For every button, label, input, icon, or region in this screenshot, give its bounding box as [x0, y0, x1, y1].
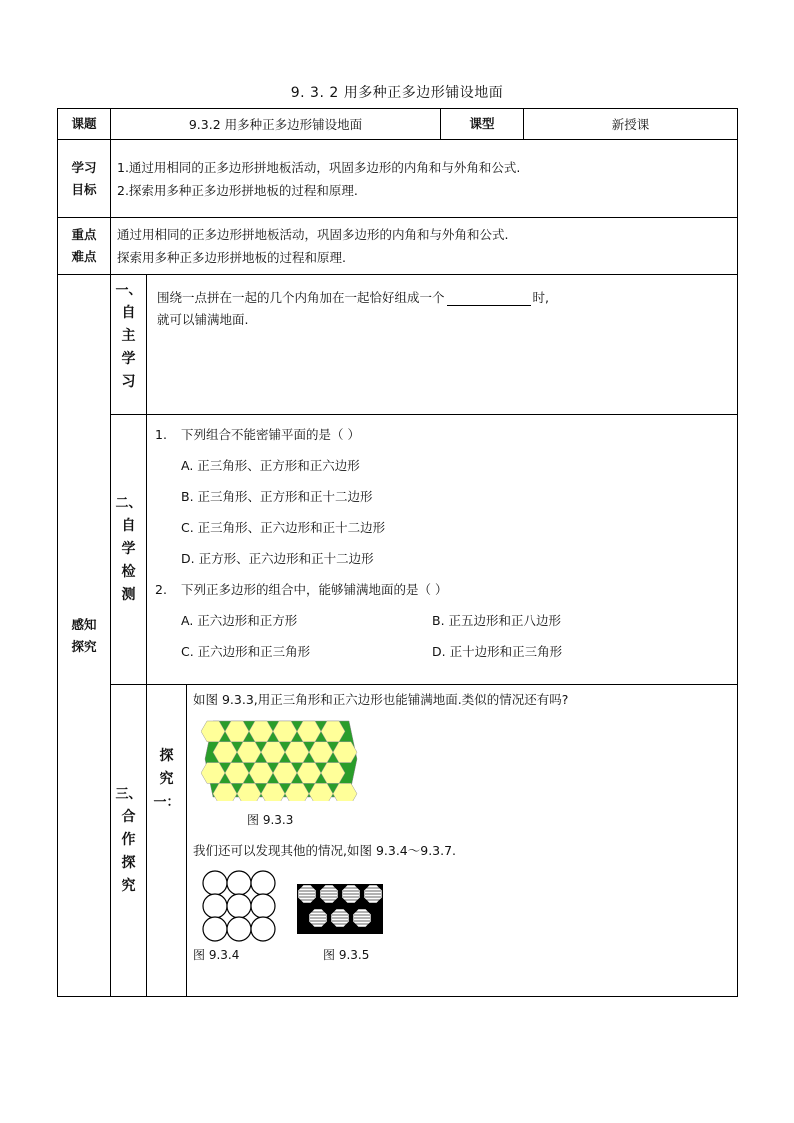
key-points-label: 重点 难点 — [58, 218, 111, 275]
q1-option-a: A. 正三角形、正方形和正六边形 — [181, 458, 360, 473]
circle-tile — [251, 871, 275, 895]
circle-tile — [203, 917, 227, 941]
section1-content: 围绕一点拼在一起的几个内角加在一起恰好组成一个 时, 就可以铺满地面. — [147, 275, 738, 415]
lesson-plan-table — [57, 108, 738, 997]
circle-tiling-figure — [201, 870, 281, 944]
type-label: 课型 — [441, 109, 524, 140]
octagon-square-tiling-figure — [297, 880, 383, 938]
objective-item: 1.通过用相同的正多边形拼地板活动，巩固多边形的内角和与外角和公式. — [117, 159, 521, 175]
q1-option-c: C. 正三角形、正六边形和正十二边形 — [181, 520, 386, 535]
key-points-content — [111, 218, 738, 275]
objectives-content — [111, 140, 738, 218]
document-title: 9. 3. 2 用多种正多边形铺设地面 — [290, 85, 504, 101]
fill-blank — [447, 291, 531, 306]
section2-content — [147, 415, 738, 685]
q1-option-d: D. 正方形、正六边形和正十二边形 — [181, 551, 374, 566]
circle-tile — [203, 894, 227, 918]
key-point-item: 探索用多种正多边形拼地板的过程和原理. — [117, 250, 346, 265]
section3-label: 三、 合 作 探 究 — [111, 685, 147, 997]
figure-9-3-5-caption: 图 9.3.5 — [323, 948, 370, 962]
circle-tile — [203, 871, 227, 895]
section3-sub-label: 探 究 一： — [147, 685, 187, 997]
question-2: 2. 下列正多边形的组合中，能够铺满地面的是（ ） A. 正六边形和正方形 B. 正五边形和正八边形 C. 正六边形和正三角形 D. 正十边形和正三角形 — [155, 574, 737, 667]
circle-tile — [251, 894, 275, 918]
explore-label: 感知 探究 — [58, 275, 111, 997]
exploration-more: 我们还可以发现其他的情况,如图 9.3.4～9.3.7. — [193, 843, 457, 858]
q2-option-b: B. 正五边形和正八边形 — [432, 613, 562, 628]
topic-value: 9.3.2 用多种正多边形铺设地面 — [111, 109, 441, 140]
section1-label: 一、 自 主 学 习 — [111, 275, 147, 415]
exploration-intro: 如图 9.3.3,用正三角形和正六边形也能铺满地面.类似的情况还有吗? — [193, 692, 569, 707]
figure-9-3-4-caption: 图 9.3.4 — [193, 948, 240, 962]
q2-option-a: A. 正六边形和正方形 — [181, 613, 298, 628]
section2-label: 二、 自 学 检 测 — [111, 415, 147, 685]
tiling-group — [201, 717, 361, 801]
q2-option-c: C. 正六边形和正三角形 — [181, 644, 311, 659]
figure-9-3-3-caption: 图 9.3.3 — [247, 813, 294, 827]
q1-option-b: B. 正三角形、正方形和正十二边形 — [181, 489, 373, 504]
q2-option-d: D. 正十边形和正三角形 — [432, 644, 563, 659]
hexagon-triangle-tiling-figure — [201, 717, 361, 801]
objectives-label: 学习 目标 — [58, 140, 111, 218]
question-1: 1. 下列组合不能密铺平面的是（ ） A. 正三角形、正方形和正六边形 B. 正三角形、正方形和正十二边形 C. 正三角形、正六边形和正十二边形 D. 正方形、正六边形和正十二边形 — [155, 419, 737, 574]
circle-tile — [227, 894, 251, 918]
type-value: 新授课 — [524, 109, 738, 140]
key-point-item: 通过用相同的正多边形拼地板活动，巩固多边形的内角和与外角和公式. — [117, 227, 509, 242]
circle-tile — [227, 871, 251, 895]
circle-tile — [251, 917, 275, 941]
circle-tile — [227, 917, 251, 941]
topic-label: 课题 — [58, 109, 111, 140]
section3-content — [187, 685, 738, 997]
objective-item: 2.探索用多种正多边形拼地板的过程和原理. — [117, 182, 358, 198]
